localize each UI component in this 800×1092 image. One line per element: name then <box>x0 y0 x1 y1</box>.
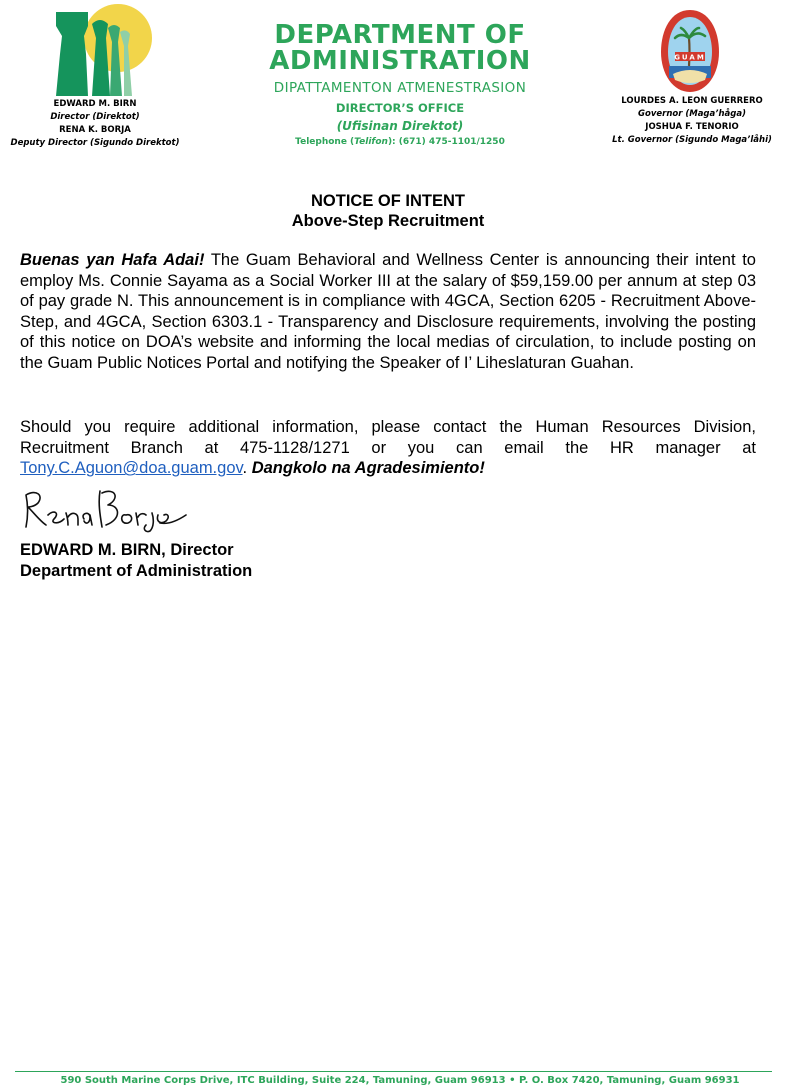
deputy-director-name: RENA K. BORJA <box>59 125 131 135</box>
department-title-line2: ADMINISTRATION <box>269 46 531 76</box>
telephone-prefix: Telephone ( <box>295 137 355 147</box>
deputy-director-title: Deputy Director (Sigundo Direktot) <box>10 138 180 148</box>
governor-block <box>612 95 772 147</box>
paragraph-2-after-email: . <box>242 459 252 478</box>
governor-title: Governor (Maga’håga) <box>638 109 746 119</box>
greeting: Buenas yan Hafa Adai! <box>20 251 205 269</box>
body-paragraph-1 <box>20 250 756 374</box>
telephone-number: ): (671) 475-1101/1250 <box>387 137 505 147</box>
signatory-name: EDWARD M. BIRN, Director <box>20 541 234 559</box>
department-title <box>250 22 550 74</box>
footer-divider <box>15 1071 772 1072</box>
notice-title: NOTICE OF INTENT <box>311 192 465 210</box>
lt-governor-name: JOSHUA F. TENORIO <box>645 122 739 132</box>
department-subtitle: DIPATTAMENTON ATMENESTRASION <box>273 80 527 96</box>
footer-address <box>0 1075 800 1086</box>
directors-office-label: DIRECTOR’S OFFICE <box>335 101 465 115</box>
po-box-address: P. O. Box 7420, Tamuning, Guam 96931 <box>518 1075 740 1086</box>
paragraph-2-text: Should you require additional information, please contact the Human Resources Division, Recruitment Branch at 475-1128/1271 or you can email the HR manager at <box>20 418 756 457</box>
director-block <box>10 98 180 150</box>
notice-subtitle: Above-Step Recruitment <box>291 212 485 230</box>
footer-bullet: • <box>509 1075 516 1086</box>
governor-name: LOURDES A. LEON GUERRERO <box>621 96 763 106</box>
guam-seal-icon <box>659 8 721 94</box>
director-title: Director (Direktot) <box>50 112 140 122</box>
seal-text: GUAM <box>674 53 706 62</box>
lt-governor-title: Lt. Governor (Sigundo Maga’låhi) <box>612 135 772 145</box>
director-name: EDWARD M. BIRN <box>53 99 137 109</box>
signature-block <box>20 540 252 582</box>
body-paragraph-2 <box>20 417 756 479</box>
signatory-organization: Department of Administration <box>20 562 253 580</box>
telephone-word: Telifon <box>354 137 388 147</box>
department-title-line1: DEPARTMENT OF <box>274 20 526 50</box>
directors-office-chamorro: (Ufisinan Direktot) <box>336 119 464 133</box>
doa-logo <box>48 2 160 98</box>
paragraph-1-text: The Guam Behavioral and Wellness Center is announcing their intent to employ Ms. Connie Sayama as a Social Worker III at the salary of $59,159.00 per annum at step 03 of pay grade N. This announcement is in compliance with 4GCA, Section 6205 - Recruitment Above-Step, and 4GCA, Section 6303.1 - Transparency and Disclosure requirements, involving the posting of this notice on DOA’s website and informing the local medias of circulation, to include posting on the Guam Public Notices Portal and notifying the Speaker of I’ Liheslaturan Guahan. <box>20 251 756 372</box>
telephone-line <box>250 137 550 147</box>
closing-phrase: Dangkolo na Agradesimiento! <box>251 459 485 478</box>
handwritten-signature <box>20 485 190 533</box>
street-address: 590 South Marine Corps Drive, ITC Building, Suite 224, Tamuning, Guam 96913 <box>60 1075 506 1086</box>
hr-email-link[interactable]: Tony.C.Aguon@doa.guam.gov <box>20 459 243 478</box>
notice-heading <box>0 191 776 231</box>
